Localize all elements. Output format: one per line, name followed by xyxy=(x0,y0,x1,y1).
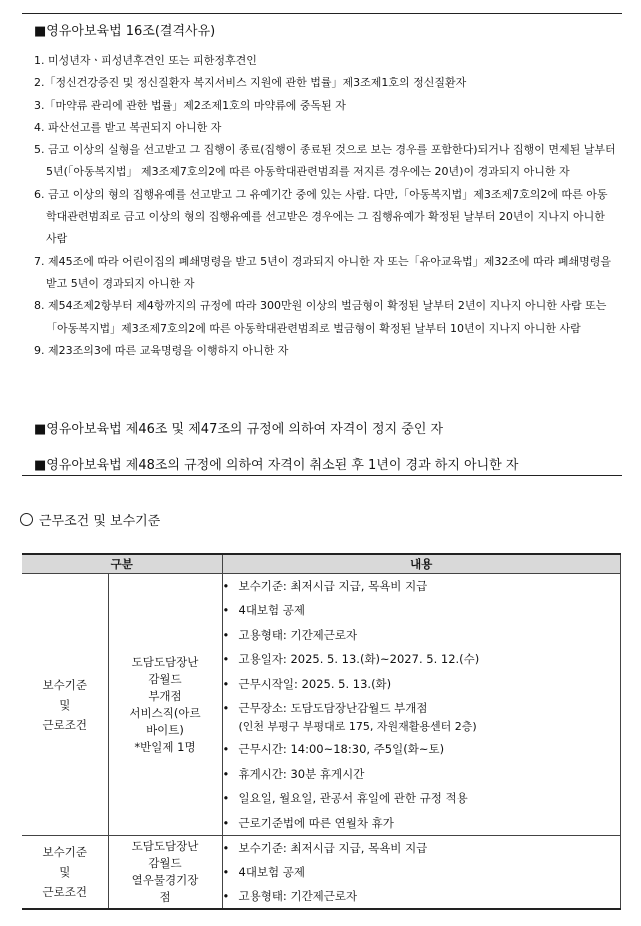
circle-icon xyxy=(20,513,33,526)
list-item: • 근로기준법에 따른 연월차 휴가 xyxy=(223,811,621,835)
table-row xyxy=(22,836,621,910)
header-category: 구분 xyxy=(22,554,222,574)
section-title xyxy=(20,510,160,529)
row-content xyxy=(222,574,621,836)
row-content xyxy=(222,836,621,910)
list-item: 7. 제45조에 따라 어린이집의 폐쇄명령을 받고 5년이 경과되지 아니한 자 또는「유아교육법」제32조에 따라 폐쇄명령을 받고 5년이 경과되지 아니한 자 xyxy=(34,254,611,290)
address-note: (인천 부평구 부평대로 175, 자원재활용센터 2층) xyxy=(238,720,477,734)
disqualification-heading: ■영유아보육법 16조(결격사유) xyxy=(34,24,216,39)
list-item: 2.「정신건강증진 및 정신질환자 복지서비스 지원에 관한 법률」제3조제1호의 정신질환자 xyxy=(34,76,467,90)
note-48: ■영유아보육법 제48조의 규정에 의하여 자격이 취소된 후 1년이 경과 하지 아니한 자 xyxy=(34,458,519,473)
note-46-47: ■영유아보육법 제46조 및 제47조의 규정에 의하여 자격이 정지 중인 자 xyxy=(34,422,444,437)
list-item: • 4대보험 공제 xyxy=(223,598,621,622)
row-place: 도담도담장난 감월드 부개점 서비스직(아르 바이트) *반일제 1명 xyxy=(108,574,222,836)
list-item: 1. 미성년자ㆍ피성년후견인 또는 피한정후견인 xyxy=(34,54,257,67)
header-content: 내용 xyxy=(222,554,621,574)
list-item: • 보수기준: 최저시급 지급, 목욕비 지급 xyxy=(223,574,621,598)
list-item: 9. 제23조의3에 따른 교육명령을 이행하지 아니한 자 xyxy=(34,343,289,357)
list-item: 4. 파산선고를 받고 복권되지 아니한 자 xyxy=(34,120,222,134)
list-item: • 근무시간: 14:00~18:30, 주5일(화~토) xyxy=(223,737,621,761)
list-item: • 4대보험 공제 xyxy=(223,860,621,884)
list-item: • 고용형태: 기간제근로자 xyxy=(223,623,621,647)
list-item: • 보수기준: 최저시급 지급, 목욕비 지급 xyxy=(223,836,621,860)
list-item: 8. 제54조제2항부터 제4항까지의 규정에 따라 300만원 이상의 벌금형이 확정된 날부터 2년이 지나지 아니한 사람 또는「아동복지법」제3조제7호의2에 따른 아동학대관련범죄로 벌금형이 확정된 날부터 10년이 지나지 아니한 사람 xyxy=(34,299,607,335)
list-item: • 일요일, 월요일, 관공서 휴일에 관한 규정 적용 xyxy=(223,786,621,810)
list-item: • 근무장소: 도담도담장난감월드 부개점 (인천 부평구 부평대로 175, 자원재활용센터 2층) xyxy=(223,696,621,734)
list-item: • 고용일자: 2025. 5. 13.(화)~2027. 5. 12.(수) xyxy=(223,647,621,671)
list-item: • 근무시작일: 2025. 5. 13.(화) xyxy=(223,672,621,696)
list-item: 6. 금고 이상의 형의 집행유예를 선고받고 그 유예기간 중에 있는 사람. 다만,「아동복지법」제3조제7호의2에 따른 아동학대관련범죄로 금고 이상의 형의 집행유예를 선고받은 경우에는 그 집행유예가 확정된 날부터 20년이 지나지 아니한 사람 xyxy=(34,187,608,246)
disqualification-box xyxy=(22,13,622,476)
row-category: 보수기준 및 근로조건 xyxy=(22,836,108,910)
section-title-text: 근무조건 및 보수기준 xyxy=(39,514,161,529)
conditions-table xyxy=(22,553,621,910)
list-item: 3.「마약류 관리에 관한 법률」제2조제1호의 마약류에 중독된 자 xyxy=(34,98,346,112)
table-row xyxy=(22,574,621,836)
row-place: 도담도담장난 감월드 열우물경기장 점 xyxy=(108,836,222,910)
list-item: • 고용형태: 기간제근로자 xyxy=(223,884,621,908)
list-item: 5. 금고 이상의 실형을 선고받고 그 집행이 종료(집행이 종료된 것으로 보는 경우를 포함한다)되거나 집행이 면제된 날부터 5년(「아동복지법」 제3조제7호의2에 따른 아동학대관련범죄를 저지른 경우에는 20년)이 경과되지 아니한 자 xyxy=(34,143,616,179)
disqualification-list xyxy=(34,50,618,362)
list-item: • 휴게시간: 30분 휴게시간 xyxy=(223,762,621,786)
row-category: 보수기준 및 근로조건 xyxy=(22,574,108,836)
